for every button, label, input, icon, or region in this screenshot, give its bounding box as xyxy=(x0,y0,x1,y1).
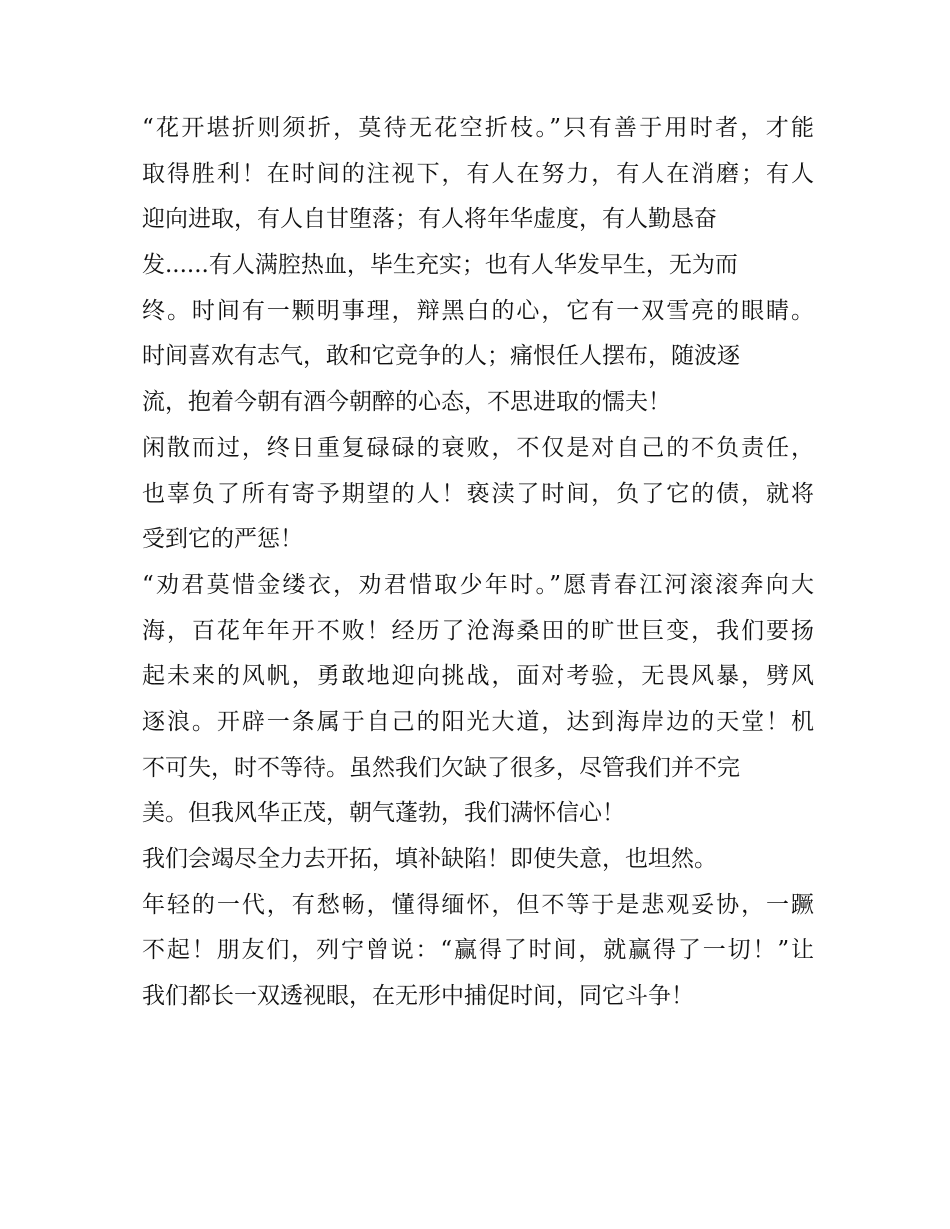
text-line: 也辜负了所有寄予期望的人！亵渎了时间，负了它的债，就将 xyxy=(142,480,814,507)
text-line: 时间喜欢有志气，敢和它竞争的人；痛恨任人摆布，随波逐 xyxy=(142,343,740,370)
text-line: 发......有人满腔热血，毕生充实；也有人华发早生，无为而 xyxy=(142,252,738,279)
text-line: 美。但我风华正茂，朝气蓬勃，我们满怀信心！ xyxy=(142,800,625,827)
text-line: “劝君莫惜金缕衣，劝君惜取少年时。”愿青春江河滚滚奔向大 xyxy=(142,571,814,598)
text-line: 海，百花年年开不败！经历了沧海桑田的旷世巨变，我们要扬 xyxy=(142,617,814,644)
text-line: 我们都长一双透视眼，在无形中捕促时间，同它斗争！ xyxy=(142,983,694,1010)
text-line: 年轻的一代，有愁畅，懂得缅怀，但不等于是悲观妥协，一蹶 xyxy=(142,891,814,918)
text-line: 终。时间有一颗明事理，辩黑白的心，它有一双雪亮的眼睛。 xyxy=(142,297,814,324)
essay-text xyxy=(142,106,814,1020)
text-line: 我们会竭尽全力去开拓，填补缺陷！即使失意，也坦然。 xyxy=(142,846,717,872)
text-line: 受到它的严惩！ xyxy=(142,526,303,553)
text-line: 取得胜利！在时间的注视下，有人在努力，有人在消磨；有人 xyxy=(142,160,814,187)
text-line: 闲散而过，终日重复碌碌的衰败，不仅是对自己的不负责任， xyxy=(142,434,814,461)
text-line: 起未来的风帆，勇敢地迎向挑战，面对考验，无畏风暴，劈风 xyxy=(142,663,814,690)
text-line: 不起！朋友们，列宁曾说：“赢得了时间，就赢得了一切！”让 xyxy=(142,937,814,964)
text-line: “花开堪折则须折，莫待无花空折枝。”只有善于用时者，才能 xyxy=(142,115,814,141)
text-line: 不可失，时不等待。虽然我们欠缺了很多，尽管我们并不完 xyxy=(142,754,740,781)
text-line: 流，抱着今朝有酒今朝醉的心态，不思进取的懦夫！ xyxy=(142,389,671,416)
text-line: 逐浪。开辟一条属于自己的阳光大道，达到海岸边的天堂！机 xyxy=(142,708,814,735)
text-line: 迎向进取，有人自甘堕落；有人将年华虚度，有人勤恳奋 xyxy=(142,206,717,233)
